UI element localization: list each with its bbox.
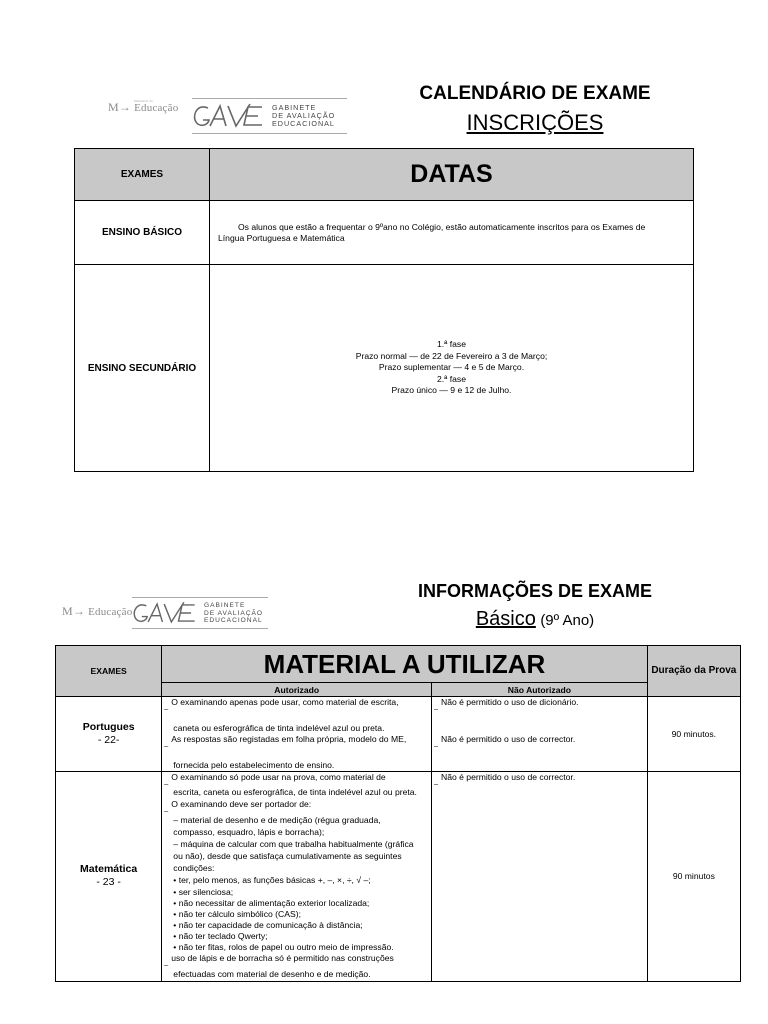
logo-tiny-text: Ministério da <box>134 99 153 103</box>
basico-line-1: Os alunos que estão a frequentar o 9ºano no Colégio, estão automaticamente inscritos para os Exames de <box>238 221 646 232</box>
header-duracao: Duração da Prova <box>647 646 740 697</box>
gave-line-2: DE AVALIAÇÃO <box>204 609 264 617</box>
gave-mark-icon <box>192 103 268 129</box>
exam-matematica <box>56 771 162 981</box>
row-label-secundario: ENSINO SECUNDÁRIO <box>75 265 210 472</box>
portugues-duracao: 90 minutos. <box>647 697 740 772</box>
gave-mark-icon <box>132 601 200 625</box>
secundario-line: 1.ª fase <box>437 339 466 350</box>
list-item: condições: <box>173 862 215 873</box>
list-item: • não necessitar de alimentação exterior localizada; <box>173 897 370 908</box>
list-item: • não ter teclado Qwerty; <box>173 930 268 941</box>
gave-line-3: EDUCACIONAL <box>204 617 263 624</box>
row-label-basico: ENSINO BÁSICO <box>75 201 210 265</box>
header-exames: EXAMES <box>75 149 210 201</box>
calendar-title: CALENDÁRIO DE EXAME <box>419 83 651 104</box>
me-mark: M→ <box>108 100 132 114</box>
portugues-autorizado <box>162 697 432 772</box>
header-autorizado: Autorizado <box>162 683 432 697</box>
exam-code: - 22- <box>97 733 120 746</box>
info-title: INFORMAÇÕES DE EXAME <box>417 581 653 601</box>
list-item: – máquina de calcular com que trabalha habitualmente (gráfica <box>173 839 414 850</box>
info-subtitle-main: Básico <box>475 608 536 630</box>
secundario-line: Prazo suplementar — 4 e 5 de Março. <box>378 362 525 373</box>
list-item: • ser silenciosa; <box>173 886 234 897</box>
list-item: $_{\_}$ As respostas são registadas em folha própria, modelo do ME, <box>164 733 407 747</box>
list-item <box>164 713 429 724</box>
exam-name: Portugues <box>82 720 135 733</box>
ministerio-educacao-logo <box>108 100 178 115</box>
calendar-subtitle: INSCRIÇÕES <box>466 110 604 135</box>
basico-info <box>210 201 694 265</box>
ministerio-educacao-logo-2 <box>62 604 132 619</box>
list-item: ou não), desde que satisfaça cumulativamente as seguintes <box>173 851 402 861</box>
header-nao-autorizado: Não Autorizado <box>432 683 648 697</box>
info-subtitle-sub: (9º Ano) <box>540 612 595 629</box>
secundario-info <box>210 265 694 472</box>
exam-name: Matemática <box>80 863 138 876</box>
list-item: – material de desenho e de medição (régua graduada, <box>173 815 381 826</box>
matematica-duracao: 90 minutos <box>647 771 740 981</box>
list-item: • não ter capacidade de comunicação à distância; <box>173 919 363 930</box>
list-item: • não ter cálculo simbólico (CAS); <box>173 908 301 919</box>
list-item: caneta ou esferográfica de tinta indelével azul ou preta. <box>173 723 385 734</box>
secundario-line: Prazo único — 9 e 12 de Julho. <box>391 385 512 396</box>
gave-logo-2 <box>132 597 268 629</box>
list-item <box>164 749 429 760</box>
info-table <box>55 645 741 982</box>
list-item: $_{\_}$ Não é permitido o uso de dicionário. <box>434 697 579 710</box>
list-item: $_{\_}$ uso de lápis e de borracha só é permitido nas construções <box>164 952 394 966</box>
portugues-nao-autorizado <box>432 697 648 772</box>
header-datas: DATAS <box>210 149 694 201</box>
list-item: fornecida pelo estabelecimento de ensino. <box>173 759 335 770</box>
me-name: Educação <box>88 606 133 618</box>
gave-line-1: GABINETE <box>204 602 246 609</box>
list-item: • ter, pelo menos, as funções básicas +, –, ×, ÷, √ –; <box>173 874 371 885</box>
gave-line-3: EDUCACIONAL <box>272 119 335 128</box>
list-item: $_{\_}$ Não é permitido o uso de corrector. <box>434 771 576 785</box>
secundario-line: Prazo normal — de 22 de Fevereiro a 3 de Março; <box>355 350 548 361</box>
gave-logo <box>192 98 347 134</box>
calendar-table <box>74 148 694 472</box>
list-item: $_{\_}$ O examinando deve ser portador de: <box>164 799 312 813</box>
basico-line-2: Língua Portuguesa e Matemática <box>218 232 345 243</box>
exam-portugues <box>56 697 162 772</box>
list-item: $_{\_}$ O examinando apenas pode usar, como material de escrita, <box>164 697 399 710</box>
me-name: Educação <box>134 102 179 114</box>
list-item: compasso, esquadro, lápis e borracha); <box>173 827 325 838</box>
list-item: efectuadas com material de desenho e de medição. <box>173 968 371 979</box>
list-item <box>434 723 645 734</box>
exam-code: - 23 - <box>96 876 121 889</box>
info-subtitle <box>380 608 690 631</box>
header-material: MATERIAL A UTILIZAR <box>162 646 647 683</box>
list-item: $_{\_}$ Não é permitido o uso de corrector. <box>434 733 576 747</box>
gave-line-1: GABINETE <box>272 103 317 112</box>
list-item: $_{\_}$ O examinando só pode usar na prova, como material de <box>164 771 386 785</box>
secundario-line: 2.ª fase <box>437 373 466 384</box>
list-item <box>434 713 645 724</box>
list-item: escrita, caneta ou esferográfica, de tinta indelével azul ou preta. <box>173 787 417 798</box>
matematica-autorizado <box>162 771 432 981</box>
header-exames-2: EXAMES <box>56 646 162 697</box>
list-item: • não ter fitas, rolos de papel ou outro meio de impressão. <box>173 941 394 952</box>
me-mark: M→ <box>62 604 86 618</box>
matematica-nao-autorizado <box>432 771 648 981</box>
gave-line-2: DE AVALIAÇÃO <box>272 111 336 120</box>
